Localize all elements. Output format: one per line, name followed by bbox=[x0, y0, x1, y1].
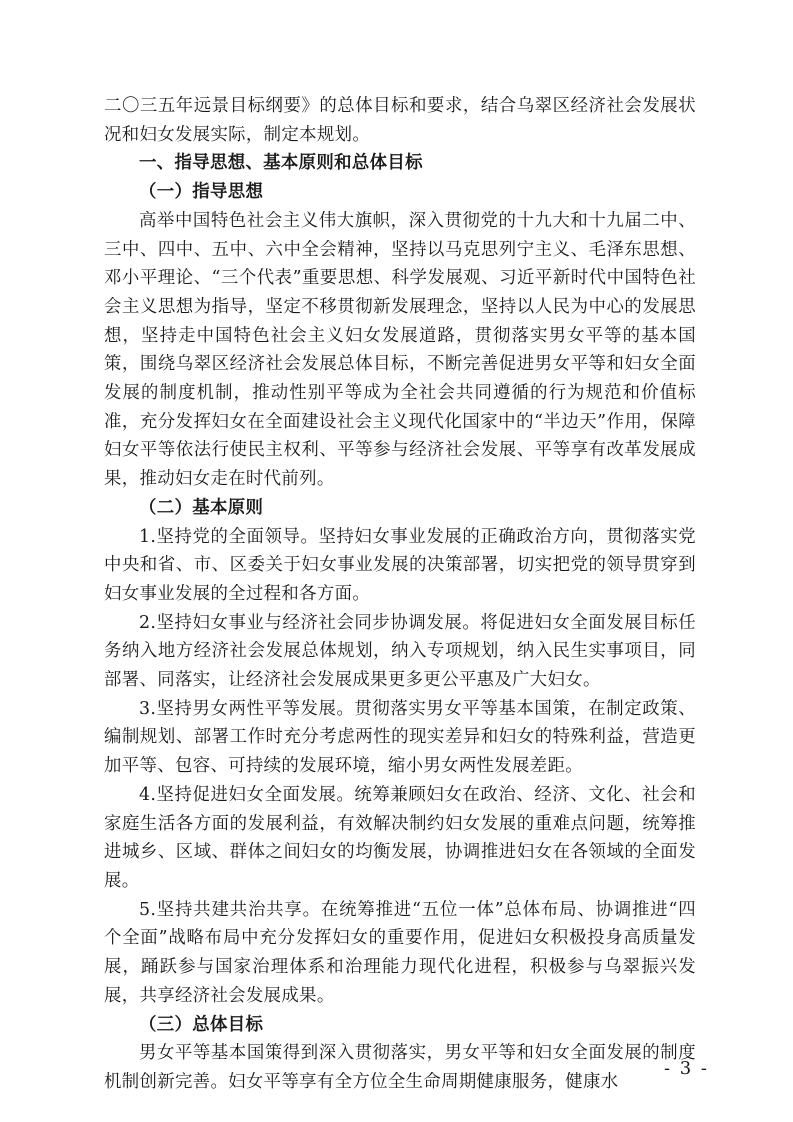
paragraph-principle-1: 1.坚持党的全面领导。坚持妇女事业发展的正确政治方向，贯彻落实党中央和省、市、区委关于妇女事业发展的决策部署，切实把党的领导贯穿到妇女事业发展的全过程和各方面。 bbox=[104, 526, 696, 604]
document-body bbox=[104, 92, 696, 1097]
paragraph-intro-continuation: 二〇三五年远景目标纲要》的总体目标和要求，结合乌翠区经济社会发展状况和妇女发展实际，制定本规划。 bbox=[104, 96, 696, 145]
heading-overall-goals: （三）总体目标 bbox=[139, 1014, 264, 1035]
page-number: - 3 - bbox=[663, 1058, 709, 1079]
heading-guiding-ideology: （一）指导思想 bbox=[139, 182, 264, 203]
paragraph-principle-3: 3.坚持男女两性平等发展。贯彻落实男女平等基本国策，在制定政策、编制规划、部署工作时充分考虑两性的现实差异和妇女的特殊利益，营造更加平等、包容、可持续的发展环境，缩小男女两性发展差距。 bbox=[104, 698, 696, 777]
paragraph-overall-goals: 男女平等基本国策得到深入贯彻落实，男女平等和妇女全面发展的制度机制创新完善。妇女平等享有全方位全生命周期健康服务，健康水 bbox=[104, 1043, 696, 1092]
paragraph-principle-4: 4.坚持促进妇女全面发展。统筹兼顾妇女在政治、经济、文化、社会和家庭生活各方面的发展利益，有效解决制约妇女发展的重难点问题，统筹推进城乡、区域、群体之间妇女的均衡发展，协调推进妇女在各领域的全面发展。 bbox=[104, 784, 696, 891]
paragraph-principle-5: 5.坚持共建共治共享。在统筹推进“五位一体”总体布局、协调推进“四个全面”战略布局中充分发挥妇女的重要作用，促进妇女积极投身高质量发展，踊跃参与国家治理体系和治理能力现代化进程，积极参与乌翠振兴发展，共享经济社会发展成果。 bbox=[104, 899, 696, 1006]
paragraph-principle-2: 2.坚持妇女事业与经济社会同步协调发展。将促进妇女全面发展目标任务纳入地方经济社会发展总体规划，纳入专项规划，纳入民生实事项目，同部署、同落实，让经济社会发展成果更多更公平惠及广大妇女。 bbox=[104, 612, 696, 691]
heading-section-1: 一、指导思想、基本原则和总体目标 bbox=[139, 153, 423, 174]
paragraph-guiding-ideology: 高举中国特色社会主义伟大旗帜，深入贯彻党的十九大和十九届二中、三中、四中、五中、六中全会精神，坚持以马克思列宁主义、毛泽东思想、邓小平理论、“三个代表”重要思想、科学发展观、习近平新时代中国特色社会主义思想为指导，坚定不移贯彻新发展理念，坚持以人民为中心的发展思想，坚持走中国特色社会主义妇女发展道路，贯彻落实男女平等的基本国策，围绕乌翠区经济社会发展总体目标，不断完善促进男女平等和妇女全面发展的制度机制，推动性别平等成为全社会共同遵循的行为规范和价值标准，充分发挥妇女在全面建设社会主义现代化国家中的“半边天”作用，保障妇女平等依法行使民主权利、平等参与经济社会发展、平等享有改革发展成果，推动妇女走在时代前列。 bbox=[104, 210, 696, 490]
heading-basic-principles: （二）基本原则 bbox=[139, 497, 264, 518]
